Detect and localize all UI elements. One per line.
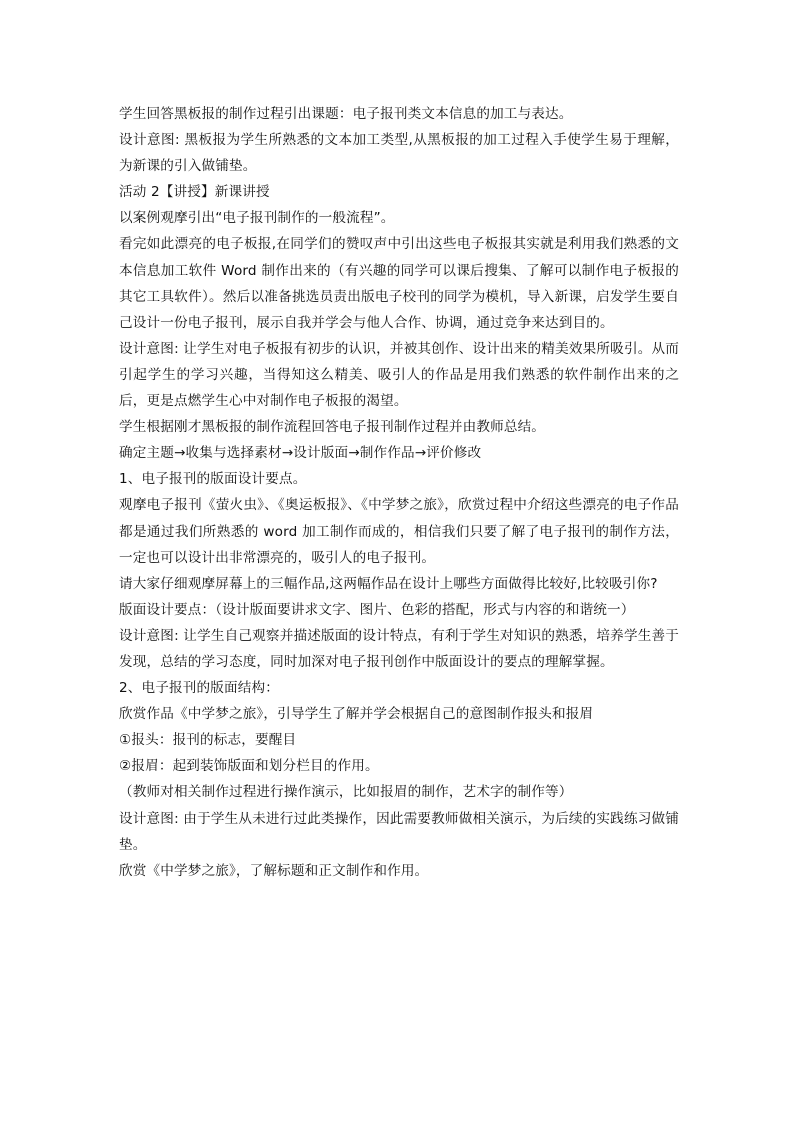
paragraph-design-intent-3: 设计意图: 让学生自己观察并描述版面的设计特点，有利于学生对知识的熟悉，培养学生善于发现，总结的学习态度，同时加深对电子报刊创作中版面设计的要点的理解掌握。	[119, 627, 679, 670]
paragraph-teacher-demo: （教师对相关制作过程进行操作演示，比如报眉的制作，艺术字的制作等）	[119, 784, 573, 801]
paragraph-process-flow: 确定主题→收集与选择素材→设计版面→制作作品→评价修改	[119, 445, 482, 462]
paragraph-observe-works: 观摩电子报刊《萤火虫》、《奥运板报》、《中学梦之旅》，欣赏过程中介绍这些漂亮的电子作品都是通过我们所熟悉的 word 加工制作而成的，相信我们只要了解了电子报刊的制作方法，一定也可以设计出非常漂亮的，吸引人的电子报刊。	[119, 497, 679, 566]
paragraph-appreciate-work: 欣赏作品《中学梦之旅》，引导学生了解并学会根据自己的意图制作报头和报眉	[119, 706, 594, 723]
paragraph-activity-heading: 活动 2【讲授】新课讲授	[119, 184, 270, 201]
document-body	[119, 101, 679, 884]
paragraph-word-intro: 看完如此漂亮的电子板报,在同学们的赞叹声中引出这些电子板报其实就是利用我们熟悉的文本信息加工软件 Word 制作出来的（有兴趣的同学可以课后搜集、了解可以制作电子板报的其它工具软件）。然后以准备挑选员责出版电子校刊的同学为模机，导入新课，启发学生要自己设计一份电子报刊，展示自我并学会与他人合作、协调，通过竞争来达到目的。	[119, 236, 679, 331]
paragraph-student-answer: 学生根据刚才黑板报的制作流程回答电子报刊制作过程并由教师总结。	[119, 419, 546, 436]
paragraph-section-2-heading: 2、电子报刊的版面结构：	[119, 680, 279, 697]
paragraph-design-intent-4: 设计意图: 由于学生从未进行过此类操作，因此需要教师做相关演示，为后续的实践练习做铺垫。	[119, 810, 679, 853]
paragraph-title-body: 欣赏《中学梦之旅》，了解标题和正文制作和作用。	[119, 862, 429, 879]
paragraph-masthead: ①报头：报刊的标志，要醒目	[119, 732, 297, 749]
paragraph-layout-points: 版面设计要点：（设计版面要讲求文字、图片、色彩的搭配，形式与内容的和谐统一）	[119, 601, 635, 618]
paragraph-design-intent-1: 设计意图: 黑板报为学生所熟悉的文本加工类型,从黑板报的加工过程入手使学生易于理解，为新课的引入做铺垫。	[119, 132, 679, 175]
paragraph-intro-topic: 学生回答黑板报的制作过程引出课题：电子报刊类文本信息的加工与表达。	[119, 106, 573, 122]
paragraph-section-1-heading: 1、电子报刊的版面设计要点。	[119, 471, 307, 488]
paragraph-header-strip: ②报眉：起到装饰版面和划分栏目的作用。	[119, 758, 379, 775]
paragraph-question: 请大家仔细观摩屏幕上的三幅作品,这两幅作品在设计上哪些方面做得比较好,比较吸引你?	[119, 575, 658, 592]
paragraph-design-intent-2: 设计意图: 让学生对电子板报有初步的认识，并被其创作、设计出来的精美效果所吸引。从而引起学生的学习兴趣，当得知这么精美、吸引人的作品是用我们熟悉的软件制作出来的之后，更是点燃学生心中对制作电子板报的渴望。	[119, 340, 679, 410]
paragraph-case-intro: 以案例观摩引出“电子报刊制作的一般流程”。	[119, 210, 395, 227]
